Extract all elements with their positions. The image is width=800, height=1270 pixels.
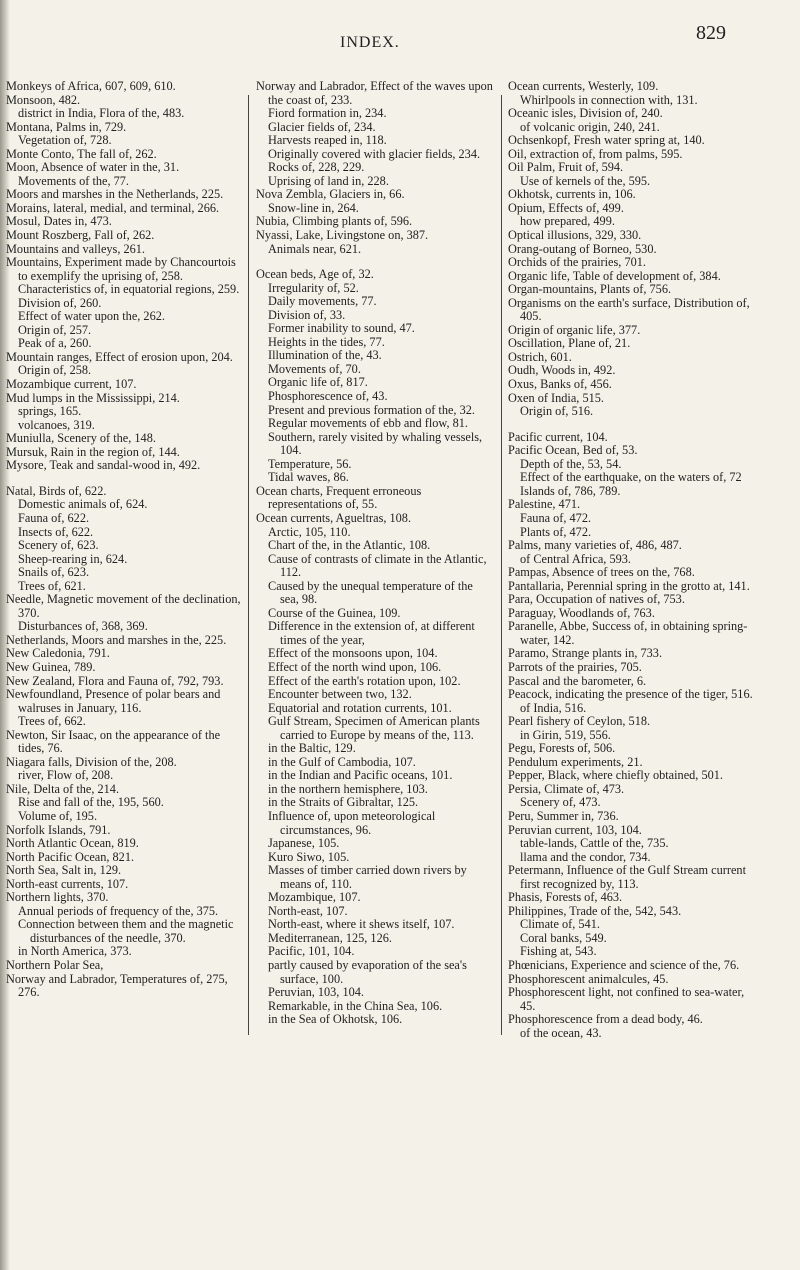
index-entry: Mountains, Experiment made by Chancourtois to exemplify the uprising of, 258.	[6, 255, 236, 283]
index-subentry: Fauna of, 472.	[520, 510, 592, 525]
index-entry: Montana, Palms in, 729.	[6, 119, 127, 134]
index-entry: Newton, Sir Isaac, on the appearance of the tides, 76.	[6, 727, 221, 756]
index-entry: Netherlands, Moors and marshes in the, 225.	[6, 632, 227, 647]
index-entry: Mursuk, Rain in the region of, 144.	[6, 444, 180, 459]
index-subentry: Remarkable, in the China Sea, 106.	[268, 998, 443, 1013]
index-subentry: of volcanic origin, 240, 241.	[520, 119, 660, 134]
index-entry: Oudh, Woods in, 492.	[508, 363, 616, 378]
index-subentry: Scenery of, 473.	[520, 795, 601, 810]
index-subentry: partly caused by evaporation of the sea's surface, 100.	[268, 958, 467, 986]
index-entry: Niagara falls, Division of the, 208.	[6, 754, 177, 769]
index-subentry: Irregularity of, 52.	[268, 280, 359, 295]
index-subentry: springs, 165.	[18, 404, 82, 419]
index-entry: Peacock, indicating the presence of the tiger, 516.	[508, 687, 753, 702]
index-subentry: Characteristics of, in equatorial regions, 259.	[18, 282, 240, 297]
index-entry: Nile, Delta of the, 214.	[6, 781, 120, 796]
index-entry: Pantallaria, Perennial spring in the grotto at, 141.	[508, 578, 750, 593]
index-entry: Northern lights, 370.	[6, 890, 109, 905]
index-entry: Pepper, Black, where chiefly obtained, 501.	[508, 768, 723, 783]
index-subentry: Plants of, 472.	[520, 524, 592, 539]
index-entry: Organ-mountains, Plants of, 756.	[508, 282, 672, 297]
index-entry: Phosphorescent light, not confined to sea-water, 45.	[508, 985, 745, 1013]
index-column-2	[256, 80, 494, 1027]
index-entry: Opium, Effects of, 499.	[508, 200, 624, 215]
index-subentry: in the Baltic, 129.	[268, 741, 356, 756]
index-entry: Needle, Magnetic movement of the declination, 370.	[6, 592, 241, 620]
index-entry: Paramo, Strange plants in, 733.	[508, 646, 663, 661]
index-subentry: Division of, 260.	[18, 295, 102, 310]
index-subentry: Fauna of, 622.	[18, 510, 90, 525]
index-subentry: Fiord formation in, 234.	[268, 106, 387, 121]
index-subentry: in Girin, 519, 556.	[520, 727, 611, 742]
index-entry: Oil, extraction of, from palms, 595.	[508, 146, 683, 161]
index-entry: Norway and Labrador, Temperatures of, 275, 276.	[6, 971, 228, 1000]
index-subentry: Movements of the, 77.	[18, 173, 129, 188]
index-subentry: Vegetation of, 728.	[18, 133, 112, 148]
index-entry: Muniulla, Scenery of the, 148.	[6, 431, 156, 446]
index-subentry: Effect of water upon the, 262.	[18, 309, 165, 324]
index-entry: Pendulum experiments, 21.	[508, 754, 643, 769]
index-subentry: Coral banks, 549.	[520, 930, 607, 945]
index-subentry: Cause of contrasts of climate in the Atlantic, 112.	[268, 551, 487, 580]
index-entry: Phœnicians, Experience and science of the, 76.	[508, 958, 740, 972]
index-subentry: Division of, 33.	[268, 307, 346, 322]
index-entry: Peruvian current, 103, 104.	[508, 822, 642, 837]
index-entry: Monsoon, 482.	[6, 92, 81, 107]
index-entry: Pacific current, 104.	[508, 429, 608, 444]
index-column-3	[508, 80, 758, 1040]
index-entry: Phosphorescent animalcules, 45.	[508, 971, 669, 986]
index-subentry: Insects of, 622.	[18, 524, 94, 539]
index-subentry: Domestic animals of, 624.	[18, 497, 148, 512]
index-entry: Peru, Summer in, 736.	[508, 808, 619, 823]
index-entry: North-east currents, 107.	[6, 876, 129, 891]
index-subentry: Origin of, 516.	[520, 404, 594, 419]
index-entry: Pascal and the barometer, 6.	[508, 673, 647, 688]
section-gap	[508, 419, 758, 431]
index-subentry: llama and the condor, 734.	[520, 849, 651, 864]
index-subentry: Difference in the extension of, at different times of the year,	[268, 619, 475, 647]
index-entry: Palms, many varieties of, 486, 487.	[508, 538, 682, 553]
index-subentry: Gulf Stream, Specimen of American plants carried to Europe by means of the, 113.	[268, 714, 480, 742]
index-subentry: Kuro Siwo, 105.	[268, 849, 350, 864]
index-entry: Morains, lateral, medial, and terminal, 266.	[6, 200, 220, 215]
index-subentry: Illumination of the, 43.	[268, 348, 382, 363]
index-subentry: Glacier fields of, 234.	[268, 119, 376, 134]
index-subentry: of India, 516.	[520, 700, 587, 715]
index-entry: North Atlantic Ocean, 819.	[6, 836, 139, 851]
index-subentry: Climate of, 541.	[520, 917, 600, 932]
index-subentry: Southern, rarely visited by whaling vessels, 104.	[268, 429, 483, 458]
index-entry: Optical illusions, 329, 330.	[508, 228, 642, 243]
index-subentry: Movements of, 70.	[268, 361, 361, 376]
index-subentry: Japanese, 105.	[268, 836, 340, 851]
index-subentry: North-east, 107.	[268, 903, 348, 918]
index-entry: Oxus, Banks of, 456.	[508, 377, 612, 392]
index-subentry: Effect of the monsoons upon, 104.	[268, 646, 438, 661]
index-entry: Pearl fishery of Ceylon, 518.	[508, 714, 651, 729]
index-subentry: Sheep-rearing in, 624.	[18, 551, 128, 566]
index-entry: Mysore, Teak and sandal-wood in, 492.	[6, 458, 201, 473]
index-entry: Oscillation, Plane of, 21.	[508, 336, 631, 351]
column-divider	[248, 95, 249, 1035]
index-subentry: Peak of a, 260.	[18, 336, 92, 351]
index-subentry: Depth of the, 53, 54.	[520, 456, 622, 471]
index-entry: Monte Conto, The fall of, 262.	[6, 146, 157, 161]
index-entry: Mountain ranges, Effect of erosion upon, 204.	[6, 349, 233, 364]
index-entry: Pegu, Forests of, 506.	[508, 741, 616, 756]
index-subentry: Heights in the tides, 77.	[268, 334, 385, 349]
index-subentry: Animals near, 621.	[268, 241, 362, 256]
index-subentry: Mediterranean, 125, 126.	[268, 930, 392, 945]
index-entry: Mud lumps in the Mississippi, 214.	[6, 390, 180, 405]
index-subentry: river, Flow of, 208.	[18, 768, 114, 783]
index-subentry: Influence of, upon meteorological circumstances, 96.	[268, 808, 436, 837]
index-subentry: of Central Africa, 593.	[520, 551, 631, 566]
index-subentry: Snow-line in, 264.	[268, 200, 359, 215]
index-entry: Paranelle, Abbe, Success of, in obtaining spring-water, 142.	[508, 619, 748, 647]
index-subentry: Temperature, 56.	[268, 456, 352, 471]
index-entry: New Zealand, Flora and Fauna of, 792, 793.	[6, 673, 224, 688]
index-subentry: Use of kernels of the, 595.	[520, 173, 651, 188]
index-entry: Pampas, Absence of trees on the, 768.	[508, 565, 695, 580]
index-entry: Persia, Climate of, 473.	[508, 781, 625, 796]
index-subentry: Regular movements of ebb and flow, 81.	[268, 416, 469, 431]
index-subentry: Caused by the unequal temperature of the sea, 98.	[268, 578, 473, 607]
index-entry: Norfolk Islands, 791.	[6, 822, 111, 837]
index-subentry: Present and previous formation of the, 32.	[268, 402, 475, 417]
index-entry: Mount Roszberg, Fall of, 262.	[6, 228, 155, 243]
index-entry: Ocean currents, Agueltras, 108.	[256, 510, 412, 525]
index-entry: Phosphorescence from a dead body, 46.	[508, 1012, 703, 1027]
index-subentry: Origin of, 258.	[18, 363, 92, 378]
index-subentry: table-lands, Cattle of the, 735.	[520, 836, 669, 851]
index-subentry: in the northern hemisphere, 103.	[268, 781, 428, 796]
index-subentry: Pacific, 101, 104.	[268, 944, 355, 959]
index-subentry: Equatorial and rotation currents, 101.	[268, 700, 452, 715]
index-entry: Parrots of the prairies, 705.	[508, 659, 642, 674]
index-subentry: Snails of, 623.	[18, 565, 90, 580]
index-entry: Northern Polar Sea,	[6, 958, 104, 972]
index-entry: Ocean beds, Age of, 32.	[256, 267, 374, 282]
index-subentry: Mozambique, 107.	[268, 890, 361, 905]
index-entry: Natal, Birds of, 622.	[6, 483, 107, 498]
index-entry: Okhotsk, currents in, 106.	[508, 187, 636, 202]
index-entry: Moon, Absence of water in the, 31.	[6, 160, 180, 175]
index-subentry: Rise and fall of the, 195, 560.	[18, 795, 164, 810]
index-subentry: Effect of the earthquake, on the waters of, 72	[520, 470, 742, 485]
index-entry: Nubia, Climbing plants of, 596.	[256, 214, 413, 229]
index-subentry: in the Sea of Okhotsk, 106.	[268, 1012, 403, 1027]
index-subentry: Originally covered with glacier fields, 234.	[268, 146, 481, 161]
index-subentry: Scenery of, 623.	[18, 538, 99, 553]
index-subentry: in the Straits of Gibraltar, 125.	[268, 795, 419, 810]
index-subentry: Volume of, 195.	[18, 808, 98, 823]
index-subentry: district in India, Flora of the, 483.	[18, 106, 185, 121]
index-entry: Newfoundland, Presence of polar bears and walruses in January, 116.	[6, 687, 221, 715]
index-entry: Mozambique current, 107.	[6, 377, 137, 392]
index-entry: Philippines, Trade of the, 542, 543.	[508, 903, 682, 918]
index-subentry: Trees of, 621.	[18, 578, 86, 593]
index-subentry: Daily movements, 77.	[268, 294, 377, 309]
index-entry: Oil Palm, Fruit of, 594.	[508, 160, 624, 175]
index-entry: Pacific Ocean, Bed of, 53.	[508, 443, 638, 458]
index-entry: Oxen of India, 515.	[508, 390, 604, 405]
index-entry: Nova Zembla, Glaciers in, 66.	[256, 187, 405, 202]
index-subentry: Connection between them and the magnetic disturbances of the needle, 370.	[18, 917, 234, 945]
index-subentry: in the Gulf of Cambodia, 107.	[268, 754, 416, 769]
index-entry: Phasis, Forests of, 463.	[508, 890, 623, 905]
index-subentry: Trees of, 662.	[18, 714, 86, 729]
index-entry: Ocean currents, Westerly, 109.	[508, 79, 659, 93]
index-entry: Mosul, Dates in, 473.	[6, 214, 112, 229]
index-entry: Organic life, Table of development of, 384.	[508, 268, 721, 283]
page-number: 829	[696, 22, 726, 44]
index-subentry: volcanoes, 319.	[18, 417, 95, 432]
index-subentry: Uprising of land in, 228.	[268, 173, 389, 188]
index-entry: Ocean charts, Frequent erroneous representations of, 55.	[256, 483, 422, 512]
index-subentry: Organic life of, 817.	[268, 375, 368, 390]
index-subentry: Masses of timber carried down rivers by means of, 110.	[268, 863, 467, 891]
index-entry: Organisms on the earth's surface, Distribution of, 405.	[508, 295, 750, 324]
index-entry: Palestine, 471.	[508, 497, 581, 512]
column-divider	[501, 95, 502, 1035]
index-subentry: Encounter between two, 132.	[268, 687, 412, 702]
index-entry: Oceanic isles, Division of, 240.	[508, 106, 663, 121]
index-subentry: North-east, where it shews itself, 107.	[268, 917, 455, 932]
index-entry: Petermann, Influence of the Gulf Stream current first recognized by, 113.	[508, 863, 746, 891]
index-entry: New Guinea, 789.	[6, 659, 96, 674]
index-entry: Orang-outang of Borneo, 530.	[508, 241, 657, 256]
index-subentry: Disturbances of, 368, 369.	[18, 619, 148, 634]
index-subentry: Annual periods of frequency of the, 375.	[18, 903, 219, 918]
index-entry: Origin of organic life, 377.	[508, 322, 641, 337]
index-entry: Para, Occupation of natives of, 753.	[508, 592, 685, 607]
index-entry: Ochsenkopf, Fresh water spring at, 140.	[508, 133, 705, 148]
index-subentry: Former inability to sound, 47.	[268, 321, 415, 336]
index-subentry: Tidal waves, 86.	[268, 470, 349, 485]
index-entry: New Caledonia, 791.	[6, 646, 110, 661]
index-subentry: how prepared, 499.	[520, 214, 615, 229]
index-subentry: Peruvian, 103, 104.	[268, 985, 364, 1000]
index-subentry: Rocks of, 228, 229.	[268, 160, 365, 175]
index-subentry: Harvests reaped in, 118.	[268, 133, 387, 148]
index-subentry: Phosphorescence of, 43.	[268, 389, 388, 404]
index-subentry: in North America, 373.	[18, 944, 132, 959]
index-entry: Mountains and valleys, 261.	[6, 241, 146, 256]
index-subentry: in the Indian and Pacific oceans, 101.	[268, 768, 453, 783]
index-entry: Monkeys of Africa, 607, 609, 610.	[6, 79, 176, 93]
index-entry: Ostrich, 601.	[508, 349, 572, 364]
index-subentry: Course of the Guinea, 109.	[268, 605, 401, 620]
index-subentry: Effect of the earth's rotation upon, 102.	[268, 673, 461, 688]
index-entry: North Sea, Salt in, 129.	[6, 863, 122, 878]
index-subentry: Arctic, 105, 110.	[268, 524, 351, 539]
index-subentry: Origin of, 257.	[18, 322, 92, 337]
index-entry: Norway and Labrador, Effect of the waves upon the coast of, 233.	[256, 79, 493, 107]
index-subentry: Effect of the north wind upon, 106.	[268, 659, 442, 674]
index-entry: Moors and marshes in the Netherlands, 225.	[6, 187, 224, 202]
index-subentry: Fishing at, 543.	[520, 944, 597, 959]
index-column-1	[6, 80, 246, 1000]
index-entry: North Pacific Ocean, 821.	[6, 849, 135, 864]
index-entry: Nyassi, Lake, Livingstone on, 387.	[256, 228, 429, 243]
index-subentry: Chart of the, in the Atlantic, 108.	[268, 538, 431, 553]
running-head-title: INDEX.	[340, 34, 400, 51]
index-subentry: Islands of, 786, 789.	[520, 483, 621, 498]
index-subentry: of the ocean, 43.	[520, 1025, 602, 1040]
index-entry: Paraguay, Woodlands of, 763.	[508, 605, 655, 620]
index-entry: Orchids of the prairies, 701.	[508, 255, 646, 270]
index-subentry: Whirlpools in connection with, 131.	[520, 92, 698, 107]
